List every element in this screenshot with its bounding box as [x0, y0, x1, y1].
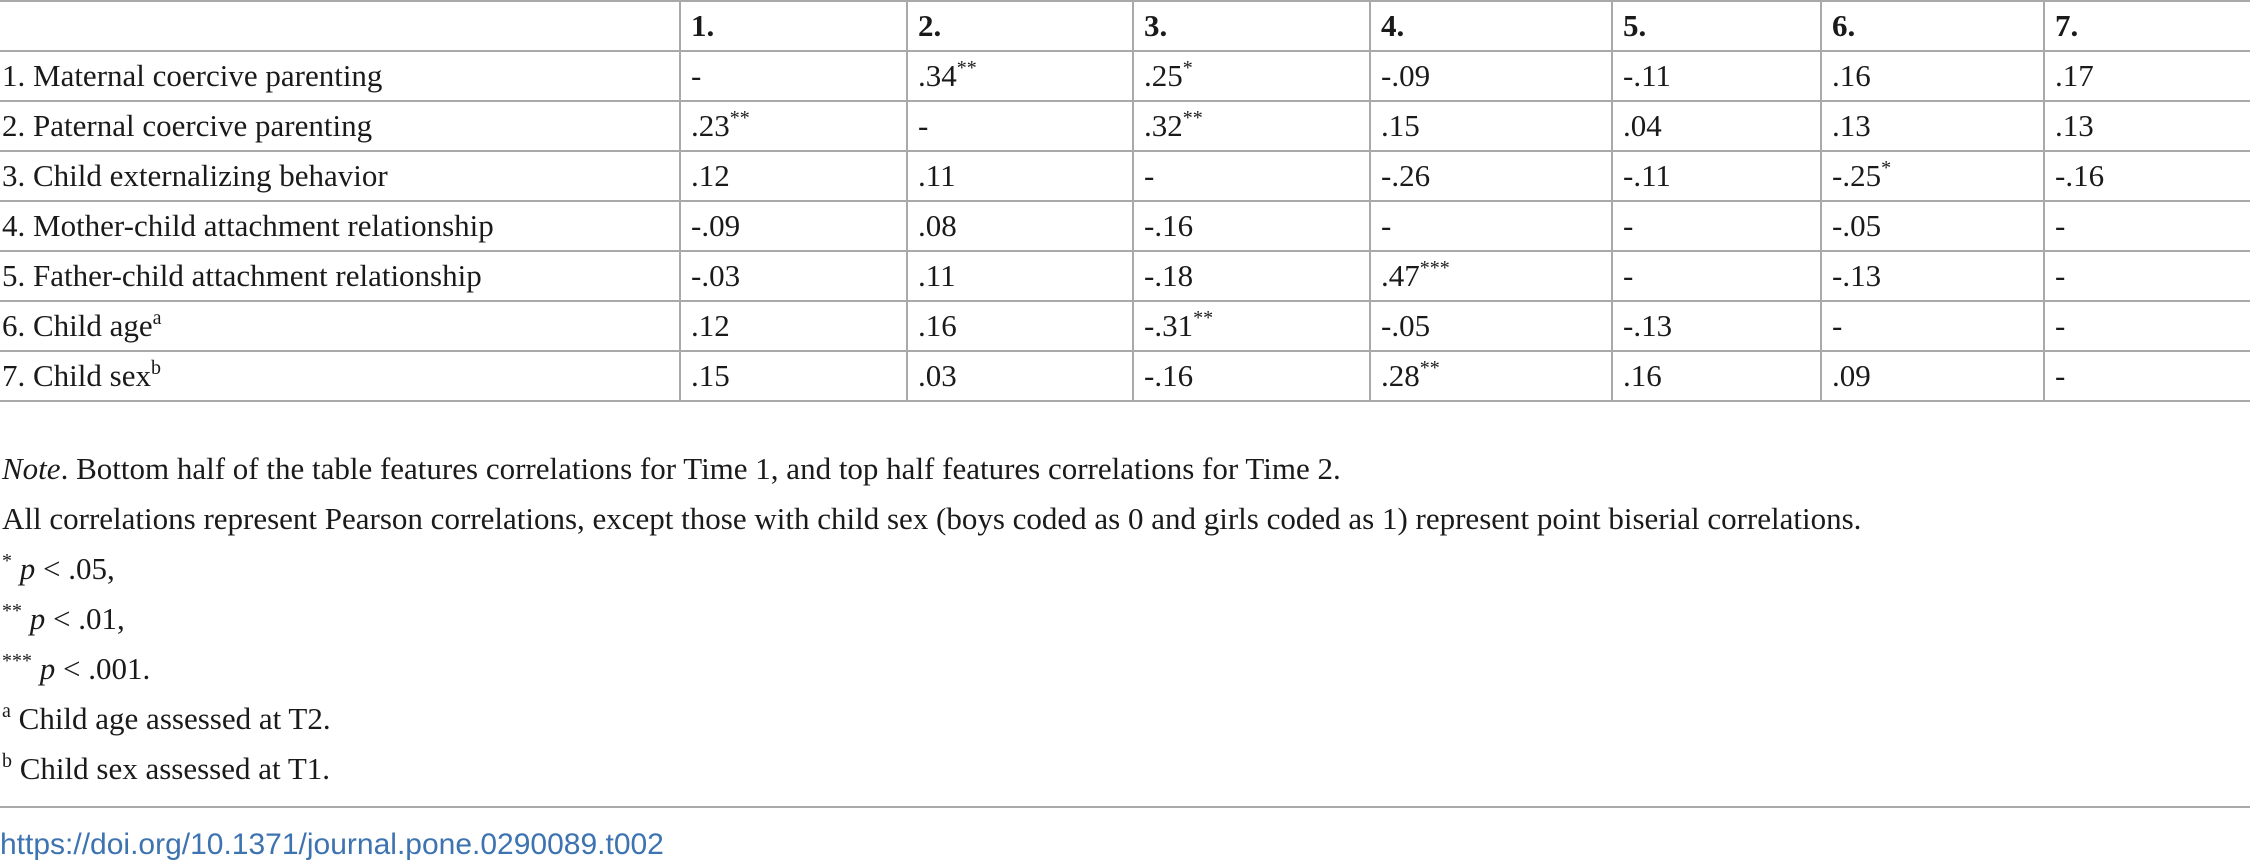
cell-value: -.13: [1623, 308, 1673, 343]
table-cell: [2044, 301, 2250, 351]
row-label: [0, 51, 680, 101]
cell-value: .09: [1832, 358, 1871, 393]
significance-stars: ***: [1419, 257, 1450, 279]
cell-value: -: [2055, 308, 2066, 343]
cell-value: -.18: [1144, 258, 1194, 293]
table-cell: [1821, 301, 2044, 351]
cell-value: -.13: [1832, 258, 1882, 293]
header-row: [0, 1, 2250, 51]
cell-value: .12: [691, 308, 730, 343]
table-cell: [1821, 151, 2044, 201]
header-cell: 3.: [1133, 1, 1370, 51]
p-symbol: p: [29, 601, 46, 636]
table-cell: [2044, 151, 2250, 201]
cell-value: -: [691, 58, 702, 93]
cell-value: -.16: [2055, 158, 2105, 193]
note-text: . Bottom half of the table features correlations for Time 1, and top half features correlations for Time 2.: [60, 451, 1341, 486]
cell-value: .15: [691, 358, 730, 393]
correlation-table: [0, 0, 2250, 402]
cell-value: .17: [2055, 58, 2094, 93]
cell-value: .03: [918, 358, 957, 393]
cell-value: .16: [918, 308, 957, 343]
header-cell: 4.: [1370, 1, 1612, 51]
row-label-text: 1. Maternal coercive parenting: [2, 58, 383, 93]
cell-value: .28: [1381, 358, 1420, 393]
cell-value: -.09: [1381, 58, 1431, 93]
header-cell-corner: [0, 1, 680, 51]
footnote-b-mark: b: [2, 750, 12, 772]
table-cell: [907, 351, 1133, 401]
significance-mark: **: [2, 600, 22, 622]
cell-value: .23: [691, 108, 730, 143]
table-cell: [1133, 301, 1370, 351]
cell-value: -.03: [691, 258, 741, 293]
table-cell: [680, 201, 907, 251]
cell-value: .13: [1832, 108, 1871, 143]
table-notes: [0, 444, 2250, 794]
table-cell: [1612, 101, 1821, 151]
row-label-footnote-mark: b: [150, 357, 161, 379]
doi-link[interactable]: https://doi.org/10.1371/journal.pone.0290089.t002: [0, 828, 664, 861]
cell-value: -: [1381, 208, 1392, 243]
cell-value: -.05: [1381, 308, 1431, 343]
cell-value: .12: [691, 158, 730, 193]
significance-stars: **: [956, 57, 977, 79]
table-cell: [1370, 101, 1612, 151]
cell-value: .13: [2055, 108, 2094, 143]
cell-value: -.05: [1832, 208, 1882, 243]
table-cell: [1370, 51, 1612, 101]
table-cell: [2044, 251, 2250, 301]
table-cell: [1821, 351, 2044, 401]
cell-value: -.09: [691, 208, 741, 243]
bottom-divider: [0, 806, 2250, 808]
significance-mark: *: [2, 550, 12, 572]
table-row: [0, 51, 2250, 101]
significance-stars: **: [1193, 307, 1214, 329]
table-row: [0, 201, 2250, 251]
row-label: [0, 201, 680, 251]
table-cell: [680, 251, 907, 301]
row-label-text: 7. Child sex: [2, 358, 151, 393]
p-symbol: p: [19, 551, 36, 586]
cell-value: -.11: [1623, 58, 1671, 93]
table-cell: [1370, 351, 1612, 401]
table-cell: [1370, 151, 1612, 201]
table-cell: [1370, 251, 1612, 301]
cell-value: -: [2055, 258, 2066, 293]
significance-mark: ***: [2, 650, 32, 672]
p-threshold: < .001.: [55, 651, 151, 686]
cell-value: .11: [918, 258, 956, 293]
cell-value: .08: [918, 208, 957, 243]
table-cell: [907, 101, 1133, 151]
row-label-text: 3. Child externalizing behavior: [2, 158, 388, 193]
cell-value: -: [1832, 308, 1843, 343]
footnote-a: [0, 694, 2250, 744]
table-cell: [1821, 201, 2044, 251]
cell-value: -: [918, 108, 929, 143]
p-threshold: < .01,: [45, 601, 125, 636]
header-cell: 1.: [680, 1, 907, 51]
row-label-text: 4. Mother-child attachment relationship: [2, 208, 494, 243]
footnote-a-text: Child age assessed at T2.: [10, 701, 331, 736]
table-cell: [1612, 201, 1821, 251]
significance-stars: *: [1881, 157, 1892, 179]
table-cell: [1133, 101, 1370, 151]
row-label: [0, 101, 680, 151]
cell-value: -.16: [1144, 358, 1194, 393]
table-row: [0, 251, 2250, 301]
table-cell: [2044, 201, 2250, 251]
cell-value: .16: [1623, 358, 1662, 393]
table-cell: [680, 351, 907, 401]
footnote-a-mark: a: [2, 700, 11, 722]
cell-value: .32: [1144, 108, 1183, 143]
table-cell: [2044, 351, 2250, 401]
cell-value: -: [2055, 358, 2066, 393]
table-cell: [1821, 251, 2044, 301]
table-row: [0, 301, 2250, 351]
cell-value: -: [1144, 158, 1155, 193]
row-label-text: 2. Paternal coercive parenting: [2, 108, 373, 143]
table-cell: [907, 301, 1133, 351]
cell-value: -: [1623, 208, 1634, 243]
note-line: [0, 444, 2250, 494]
row-label: [0, 151, 680, 201]
p-symbol: p: [39, 651, 56, 686]
table-cell: [1370, 201, 1612, 251]
table-row: [0, 151, 2250, 201]
cell-value: .16: [1832, 58, 1871, 93]
cell-value: -: [2055, 208, 2066, 243]
cell-value: .25: [1144, 58, 1183, 93]
significance-stars: **: [1419, 357, 1440, 379]
cell-value: -: [1623, 258, 1634, 293]
row-label: [0, 301, 680, 351]
cell-value: -.25: [1832, 158, 1882, 193]
header-cell: 5.: [1612, 1, 1821, 51]
row-label: [0, 251, 680, 301]
significance-stars: **: [1182, 107, 1203, 129]
cell-value: .34: [918, 58, 957, 93]
table-cell: [680, 51, 907, 101]
table-cell: [680, 151, 907, 201]
cell-value: .11: [918, 158, 956, 193]
table-cell: [1370, 301, 1612, 351]
header-cell: 2.: [907, 1, 1133, 51]
pearson-note: All correlations represent Pearson correlations, except those with child sex (boys coded as 0 and girls coded as 1) represent point biserial correlations.: [2, 501, 1862, 536]
table-cell: [1821, 51, 2044, 101]
cell-value: -.16: [1144, 208, 1194, 243]
table-cell: [680, 101, 907, 151]
table-cell: [680, 301, 907, 351]
header-cell: 6.: [1821, 1, 2044, 51]
row-label-footnote-mark: a: [152, 307, 162, 329]
table-cell: [1612, 251, 1821, 301]
note-label: Note: [2, 451, 61, 486]
table-cell: [907, 251, 1133, 301]
row-label-text: 6. Child age: [2, 308, 153, 343]
footnote-b: [0, 744, 2250, 794]
table-cell: [1133, 201, 1370, 251]
row-label-text: 5. Father-child attachment relationship: [2, 258, 482, 293]
table-cell: [1612, 51, 1821, 101]
table-body: [0, 51, 2250, 401]
significance-note: [0, 544, 2250, 594]
footnote-b-text: Child sex assessed at T1.: [12, 751, 331, 786]
table-cell: [1133, 51, 1370, 101]
table-cell: [1821, 101, 2044, 151]
table-cell: [2044, 51, 2250, 101]
cell-value: -.11: [1623, 158, 1671, 193]
significance-stars: **: [729, 107, 750, 129]
row-label: [0, 351, 680, 401]
table-row: [0, 101, 2250, 151]
table-cell: [2044, 101, 2250, 151]
table-cell: [907, 51, 1133, 101]
table-cell: [1133, 351, 1370, 401]
table-cell: [907, 151, 1133, 201]
cell-value: .15: [1381, 108, 1420, 143]
table-cell: [1612, 151, 1821, 201]
cell-value: -.31: [1144, 308, 1194, 343]
table-row: [0, 351, 2250, 401]
cell-value: .47: [1381, 258, 1420, 293]
cell-value: -.26: [1381, 158, 1431, 193]
cell-value: .04: [1623, 108, 1662, 143]
table-cell: [1133, 151, 1370, 201]
header-cell: 7.: [2044, 1, 2250, 51]
table-cell: [1612, 301, 1821, 351]
significance-note: [0, 594, 2250, 644]
table-cell: [1612, 351, 1821, 401]
table-cell: [1133, 251, 1370, 301]
significance-stars: *: [1182, 57, 1193, 79]
p-threshold: < .05,: [35, 551, 115, 586]
table-cell: [907, 201, 1133, 251]
significance-note: [0, 644, 2250, 694]
